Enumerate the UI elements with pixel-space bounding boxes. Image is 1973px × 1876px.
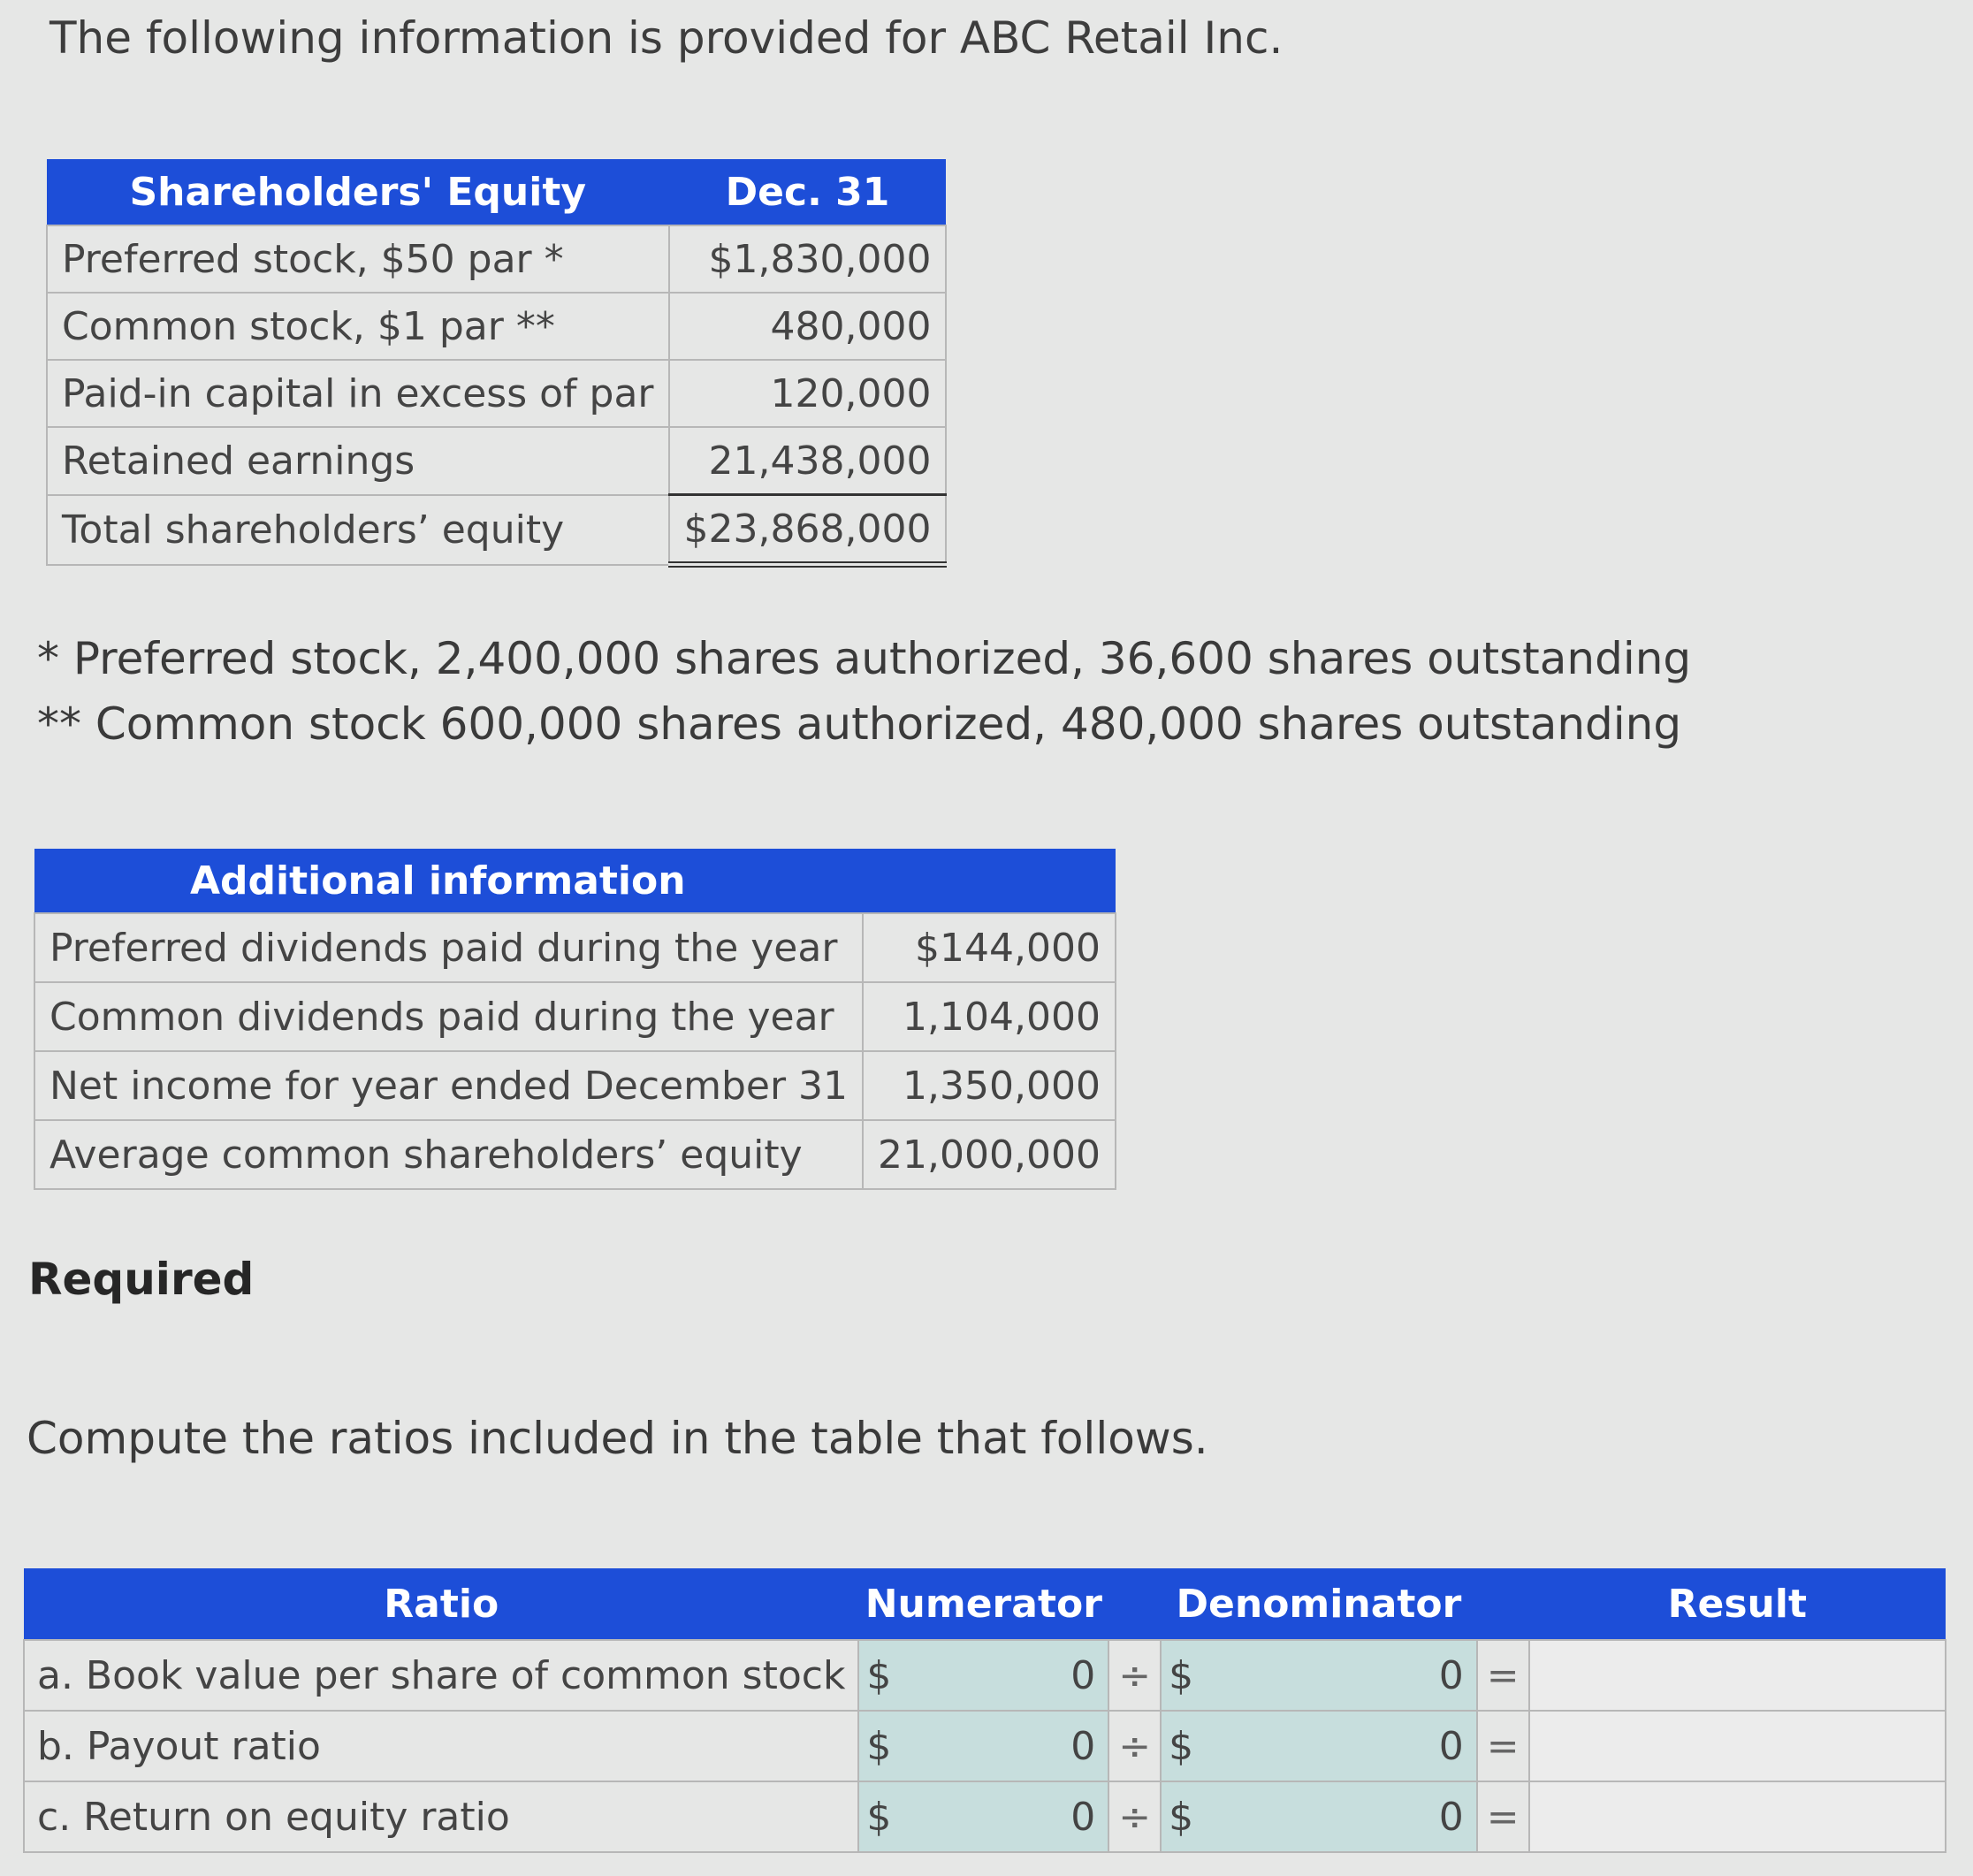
footnote-preferred: * Preferred stock, 2,400,000 shares authorized, 36,600 shares outstanding [37,633,1692,684]
table-row [24,1711,1946,1781]
column-header: Shareholders' Equity [47,159,669,225]
equals-symbol: = [1477,1711,1529,1781]
currency-sign: $ [1161,1781,1211,1852]
table-row [47,360,946,427]
row-amount: $144,000 [863,913,1116,982]
shareholders-equity-table [46,159,947,568]
row-label: Total shareholders’ equity [47,495,669,565]
result-input[interactable] [1529,1640,1946,1711]
column-spacer [1108,1568,1161,1640]
table-row [34,982,1116,1051]
row-amount: $1,830,000 [669,225,947,293]
table-row [34,1120,1116,1189]
row-label: Common dividends paid during the year [34,982,863,1051]
ratio-label: a. Book value per share of common stock [24,1640,858,1711]
row-label: Retained earnings [47,427,669,495]
result-input[interactable] [1529,1711,1946,1781]
table-row [47,225,946,293]
row-label: Average common shareholders’ equity [34,1120,863,1189]
row-amount: 21,438,000 [669,427,947,495]
row-amount: 21,000,000 [863,1120,1116,1189]
row-label: Net income for year ended December 31 [34,1051,863,1120]
ratio-label: c. Return on equity ratio [24,1781,858,1852]
column-header-numerator: Numerator [858,1568,1108,1640]
ratio-label: b. Payout ratio [24,1711,858,1781]
intro-text: The following information is provided for ABC Retail Inc. [50,12,1284,64]
column-header: Additional information [34,849,1116,913]
ratio-table [23,1568,1946,1853]
equals-symbol: = [1477,1781,1529,1852]
required-heading: Required [28,1254,255,1305]
column-header-denominator: Denominator [1161,1568,1477,1640]
table-row-total [47,495,946,565]
column-header-ratio: Ratio [24,1568,858,1640]
table-header-row [34,849,1116,913]
footnote-common: ** Common stock 600,000 shares authorized, 480,000 shares outstanding [37,698,1682,750]
table-row [47,427,946,495]
currency-sign: $ [1161,1640,1211,1711]
divide-symbol: ÷ [1108,1781,1161,1852]
equals-symbol: = [1477,1640,1529,1711]
row-amount: 1,104,000 [863,982,1116,1051]
row-amount: 120,000 [669,360,947,427]
numerator-input[interactable]: 0 [909,1781,1108,1852]
currency-sign: $ [858,1640,909,1711]
numerator-input[interactable]: 0 [909,1640,1108,1711]
column-header-result: Result [1529,1568,1946,1640]
table-row [34,1051,1116,1120]
row-amount: 480,000 [669,293,947,360]
table-row [24,1640,1946,1711]
currency-sign: $ [858,1781,909,1852]
table-header-row [24,1568,1946,1640]
divide-symbol: ÷ [1108,1640,1161,1711]
table-row [34,913,1116,982]
additional-information-table [34,849,1116,1190]
denominator-input[interactable]: 0 [1211,1711,1477,1781]
instruction-text: Compute the ratios included in the table that follows. [27,1413,1208,1464]
row-label: Paid-in capital in excess of par [47,360,669,427]
column-header: Dec. 31 [669,159,947,225]
row-label: Preferred stock, $50 par * [47,225,669,293]
result-input[interactable] [1529,1781,1946,1852]
denominator-input[interactable]: 0 [1211,1640,1477,1711]
row-label: Common stock, $1 par ** [47,293,669,360]
table-row [47,293,946,360]
table-header-row [47,159,946,225]
currency-sign: $ [1161,1711,1211,1781]
currency-sign: $ [858,1711,909,1781]
denominator-input[interactable]: 0 [1211,1781,1477,1852]
row-amount: $23,868,000 [669,495,947,565]
table-row [24,1781,1946,1852]
row-amount: 1,350,000 [863,1051,1116,1120]
divide-symbol: ÷ [1108,1711,1161,1781]
numerator-input[interactable]: 0 [909,1711,1108,1781]
column-spacer [1477,1568,1529,1640]
row-label: Preferred dividends paid during the year [34,913,863,982]
